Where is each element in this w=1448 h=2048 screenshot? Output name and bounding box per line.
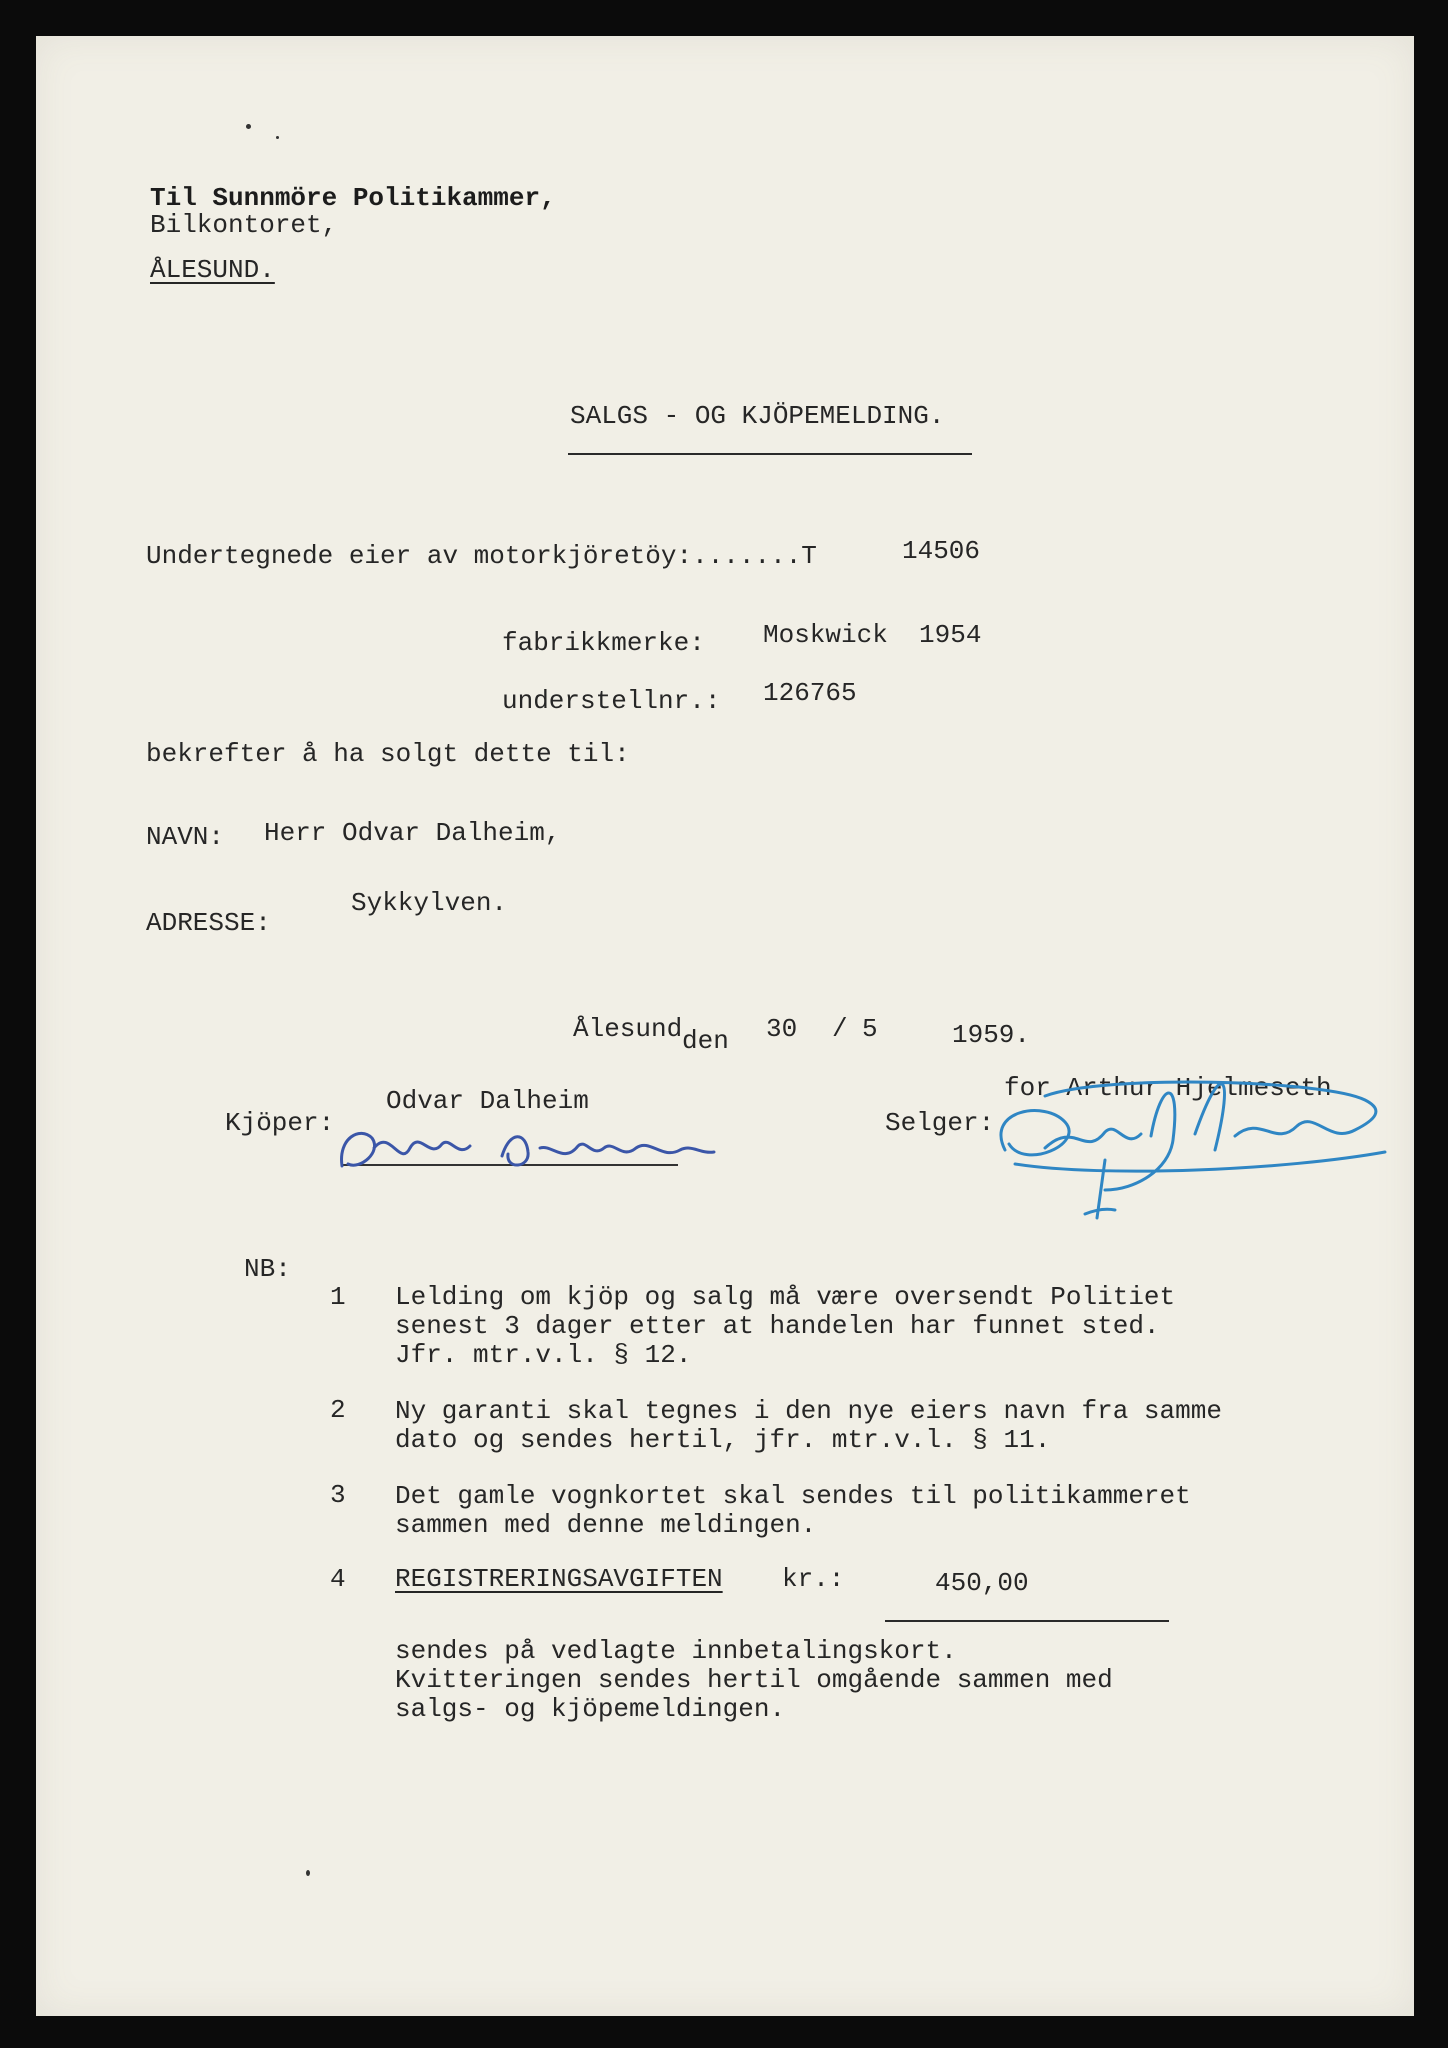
note-3-line-2: sammen med denne meldingen. [395, 1510, 817, 1540]
owner-label: Undertegnede eier av motorkjöretöy:.......T [146, 541, 817, 571]
recipient-line-1: Til Sunnmöre Politikammer, [150, 183, 556, 213]
note-3-number: 3 [330, 1480, 346, 1510]
note-1-line-3: Jfr. mtr.v.l. § 12. [395, 1340, 692, 1370]
recipient-city: ÅLESUND. [150, 255, 275, 285]
note-4-number: 4 [330, 1564, 346, 1594]
recipient-line-2: Bilkontoret, [150, 210, 338, 240]
name-label: NAVN: [146, 822, 225, 852]
date-den: den [682, 1026, 729, 1056]
make-value: Moskwick 1954 [763, 620, 982, 650]
chassis-value: 126765 [763, 678, 857, 708]
fee-amount-underline [885, 1620, 1169, 1622]
fee-amount: 450,00 [935, 1568, 1029, 1598]
buyer-typed-name: Odvar Dalheim [386, 1086, 589, 1116]
title-underline [568, 453, 972, 455]
address-label: ADRESSE: [146, 908, 271, 938]
date-slash: / [832, 1014, 848, 1044]
fee-label: REGISTRERINGSAVGIFTEN [395, 1564, 723, 1594]
note-2-number: 2 [330, 1395, 346, 1425]
fee-currency: kr.: [782, 1564, 845, 1594]
note-1-line-1: Lelding om kjöp og salg må være oversendt Politiet [395, 1282, 1176, 1312]
note-1-line-2: senest 3 dager etter at handelen har funnet sted. [395, 1311, 1160, 1341]
ink-speck [276, 136, 279, 139]
note-3-line-1: Det gamle vognkortet skal sendes til politikammeret [395, 1481, 1191, 1511]
seller-label: Selger: [885, 1108, 995, 1138]
chassis-label: understellnr.: [502, 686, 721, 716]
sold-to-text: bekrefter å ha solgt dette til: [146, 739, 630, 769]
notes-label: NB: [244, 1254, 291, 1284]
registration-number: 14506 [902, 536, 981, 566]
seller-typed-name: for Arthur Hjelmeseth [1004, 1073, 1332, 1103]
address-value: Sykkylven. [351, 888, 508, 918]
note-1-number: 1 [330, 1282, 346, 1312]
closing-line-2: Kvitteringen sendes hertil omgående sammen med [395, 1665, 1113, 1695]
date-place: Ålesund [573, 1014, 683, 1044]
page-title: SALGS - OG KJÖPEMELDING. [570, 401, 945, 431]
date-year: 1959. [952, 1020, 1031, 1050]
ink-speck [306, 1870, 310, 1876]
closing-line-3: salgs- og kjöpemeldingen. [395, 1694, 786, 1724]
ink-speck [246, 124, 251, 129]
name-value: Herr Odvar Dalheim, [264, 818, 561, 848]
note-2-line-2: dato og sendes hertil, jfr. mtr.v.l. § 11. [395, 1425, 1051, 1455]
make-label: fabrikkmerke: [502, 628, 705, 658]
date-month: 5 [862, 1014, 878, 1044]
closing-line-1: sendes på vedlagte innbetalingskort. [395, 1636, 957, 1666]
buyer-label: Kjöper: [225, 1108, 335, 1138]
date-day: 30 [766, 1014, 798, 1044]
note-2-line-1: Ny garanti skal tegnes i den nye eiers navn fra samme [395, 1396, 1222, 1426]
